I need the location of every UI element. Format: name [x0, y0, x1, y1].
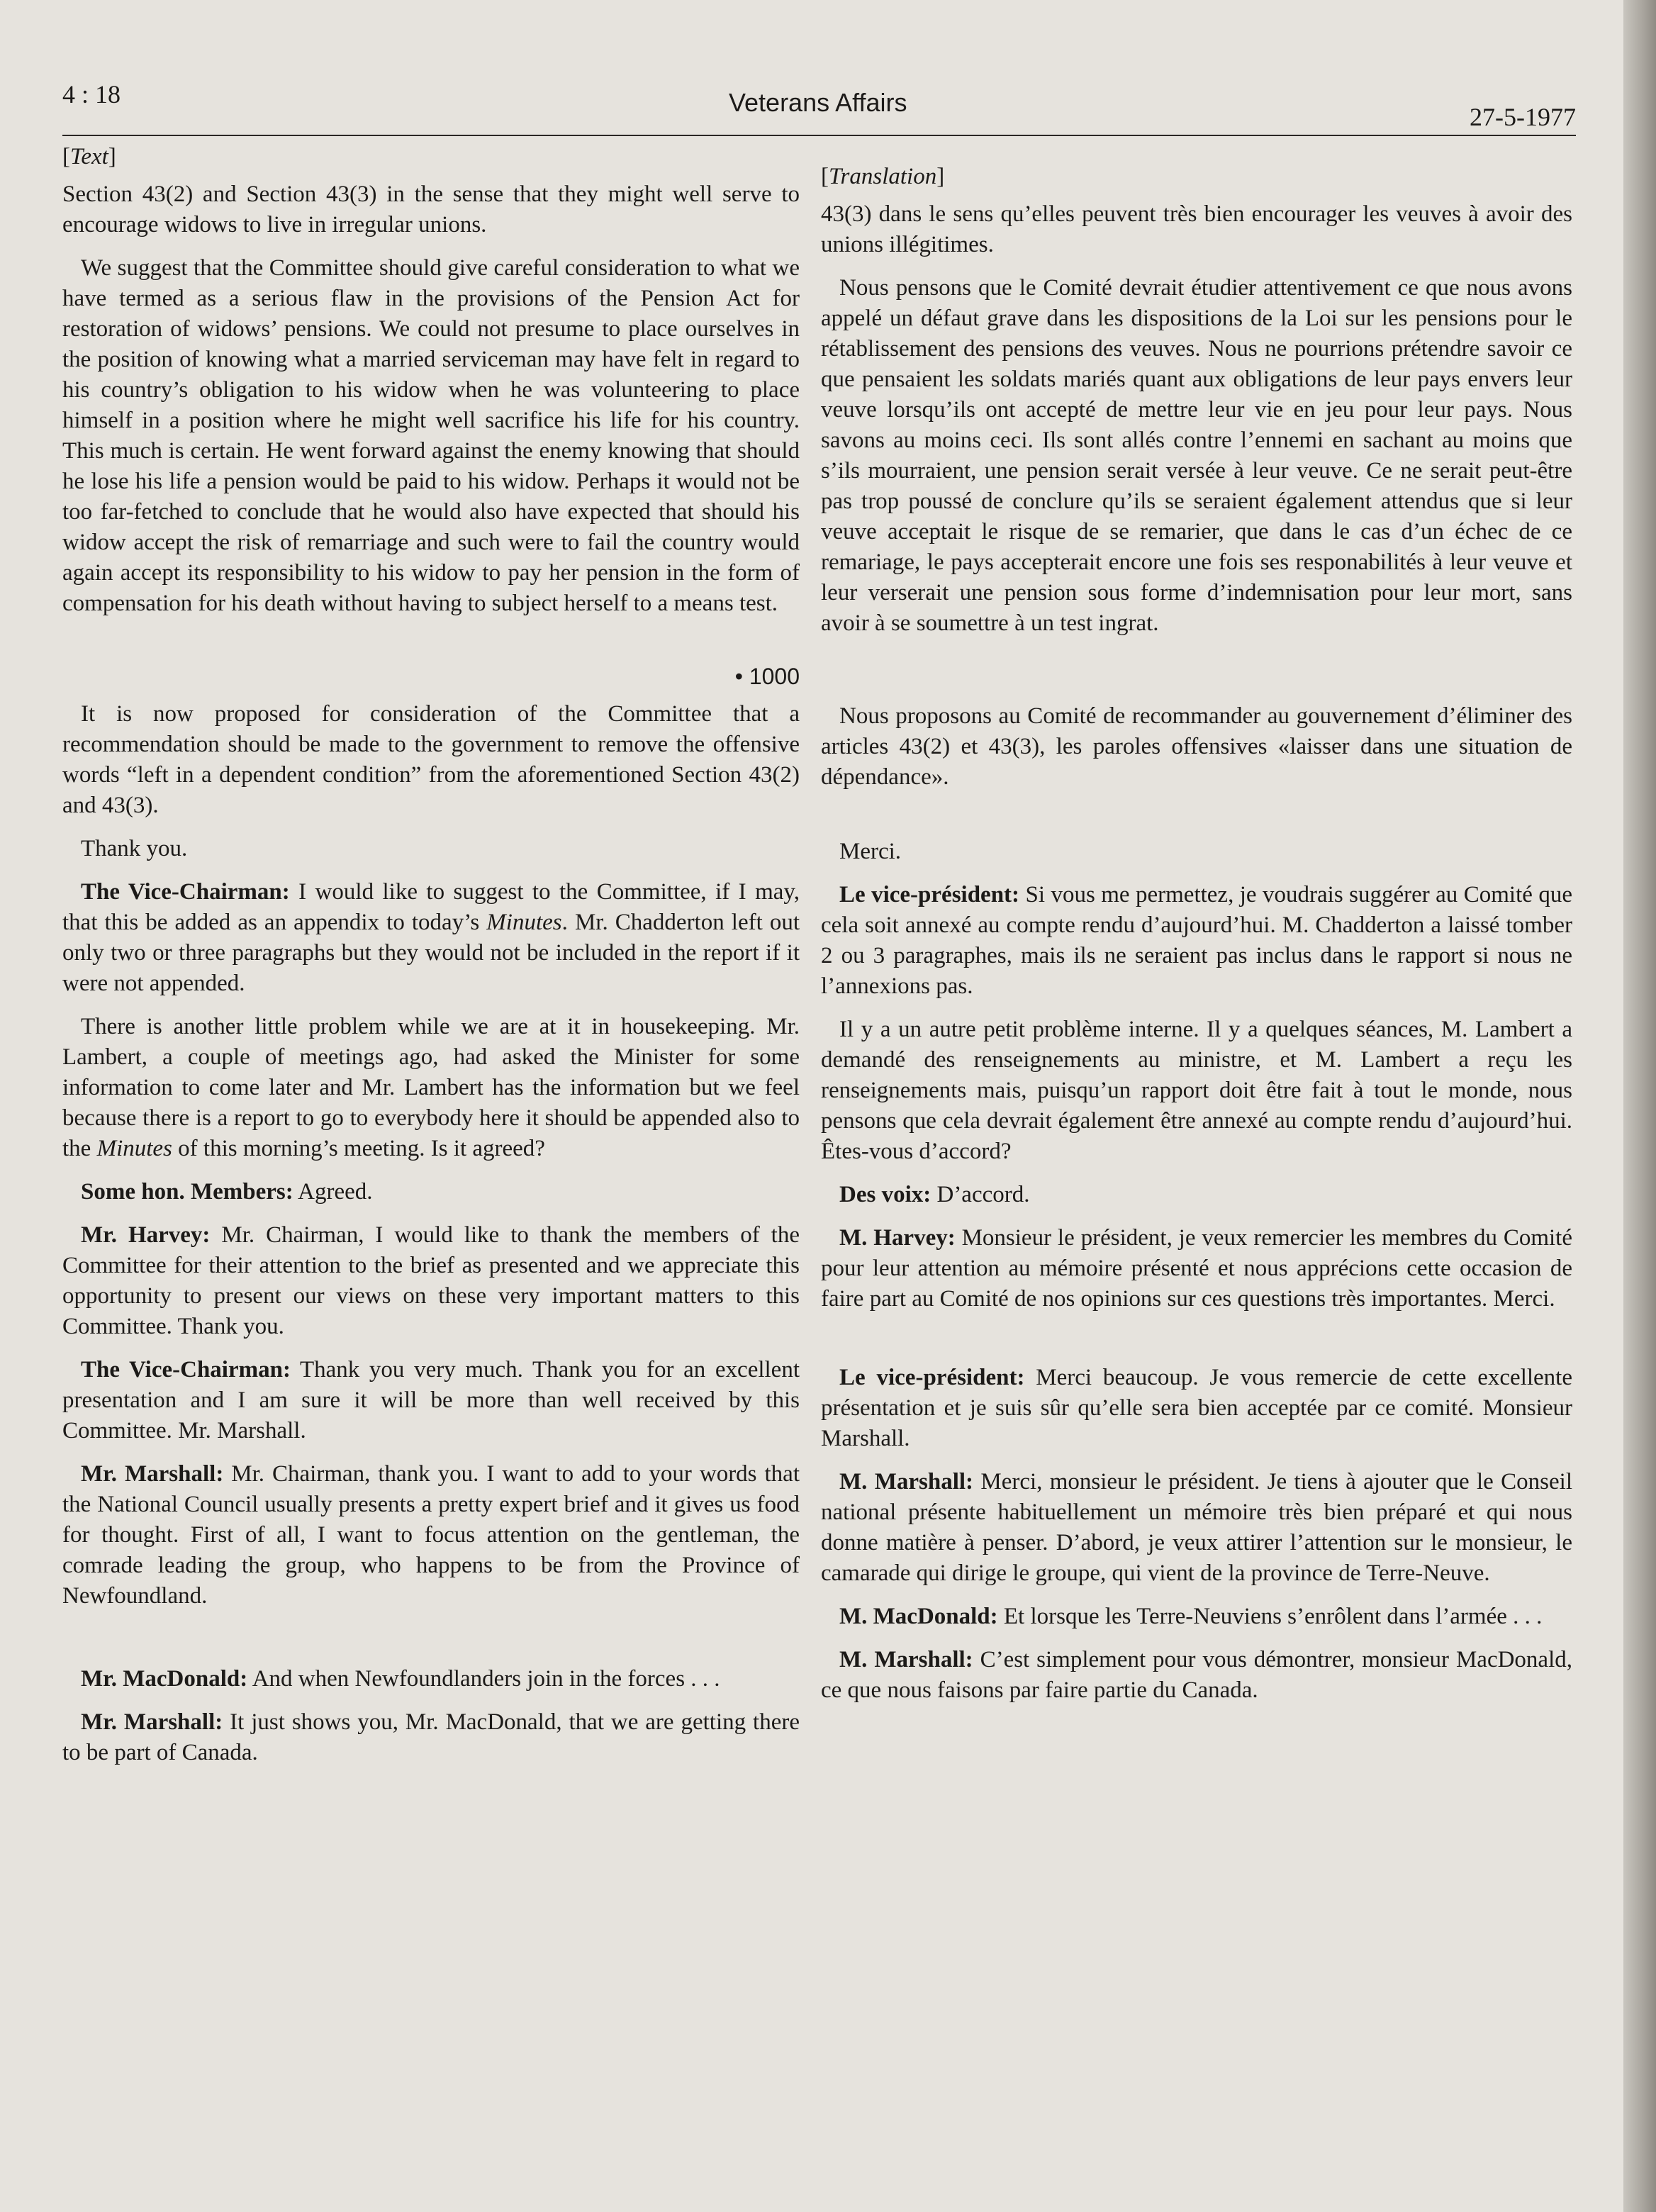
speaker-name: M. Harvey:: [839, 1225, 956, 1251]
speaker-paragraph: Some hon. Members: Agreed.: [81, 1179, 373, 1205]
speaker-name: M. MacDonald:: [839, 1604, 998, 1629]
paragraph: Section 43(2) and Section 43(3) in the sense that they might well serve to encourage widows to live in irregular unions.: [62, 181, 800, 238]
speaker-paragraph: M. MacDonald: Et lorsque les Terre-Neuviens s’enrôlent dans l’armée . . .: [839, 1604, 1543, 1629]
french-column: [821, 162, 1572, 1719]
speaker-name: Some hon. Members:: [81, 1179, 293, 1205]
english-column: [62, 142, 800, 1781]
page-number: 4 : 18: [62, 80, 121, 108]
speaker-name: Mr. Marshall:: [81, 1461, 224, 1487]
speaker-name: Le vice-président:: [839, 882, 1020, 907]
speaker-paragraph: Mr. MacDonald: And when Newfoundlanders join in the forces . . .: [81, 1666, 720, 1692]
speaker-paragraph: Mr. Marshall: Mr. Chairman, thank you. I want to add to your words that the National Council usually presents a pretty expert brief and it gives us food for thought. First of all, I want to focus attention on the gentleman, the comrade leading the group, who happens to be from the Province of Newfoundland.: [62, 1461, 800, 1609]
header-rule: [62, 135, 1576, 136]
speaker-name: Des voix:: [839, 1182, 931, 1207]
speaker-paragraph: The Vice-Chairman: Thank you very much. Thank you for an excellent presentation and I am sure it will be more than well received by this Committee. Mr. Marshall.: [62, 1357, 800, 1443]
running-title: Veterans Affairs: [729, 88, 907, 117]
paragraph: Thank you.: [81, 836, 188, 861]
speaker-paragraph: Des voix: D’accord.: [839, 1182, 1030, 1207]
paragraph: 43(3) dans le sens qu’elles peuvent très bien encourager les veuves à avoir des unions illégitimes.: [821, 201, 1572, 257]
time-marker: • 1000: [734, 664, 800, 689]
paragraph: Merci.: [839, 839, 902, 864]
speaker-name: The Vice-Chairman:: [81, 879, 290, 905]
paragraph: We suggest that the Committee should give careful consideration to what we have termed as a serious flaw in the provisions of the Pension Act for restoration of widows’ pensions. We could not presume to place ourselves in the position of knowing what a married serviceman may have felt in regard to his country’s obligation to his widow when he was volunteering to place himself in a position where he might well sacrifice his life for his country. This much is certain. He went forward against the enemy knowing that should he lose his life a pension would be paid to his widow. Perhaps it would not be too far-fetched to conclude that he would also have expected that should his widow accept the risk of remarriage and such were to fail the country would again accept its responsibility to his widow to pay her pension in the form of compensation for his death without having to subject herself to a means test.: [62, 255, 800, 616]
page-date: 27-5-1977: [1470, 103, 1576, 131]
speaker-name: Mr. Harvey:: [81, 1222, 211, 1248]
page-header: [62, 71, 1576, 135]
paragraph: It is now proposed for consideration of the Committee that a recommendation should be made to the government to remove the offensive words “left in a dependent condition” from the aforementioned Section 43(2) and 43(3).: [62, 701, 800, 818]
speaker-name: Le vice-président:: [839, 1365, 1025, 1390]
speaker-name: M. Marshall:: [839, 1647, 973, 1672]
speaker-paragraph: Le vice-président: Si vous me permettez, je voudrais suggérer au Comité que cela soit annexé au compte rendu d’aujourd’hui. M. Chadderton a laissé tomber 2 ou 3 paragraphes, mais ils ne seraient pas inclus dans le rapport si nous ne l’annexions pas.: [821, 882, 1572, 999]
speaker-paragraph: The Vice-Chairman: I would like to suggest to the Committee, if I may, that this be added as an appendix to today’s Minutes. Mr. Chadderton left out only two or three paragraphs but they would not be included in the report if it were not appended.: [62, 879, 800, 996]
speaker-paragraph: M. Marshall: Merci, monsieur le président. Je tiens à ajouter que le Conseil national présente habituellement un mémoire très bien préparé et qui nous donne matière à penser. D’abord, je veux attirer l’attention sur le monsieur, le camarade qui dirige le groupe, qui vient de la province de Terre-Neuve.: [821, 1469, 1572, 1586]
speaker-paragraph: Mr. Marshall: It just shows you, Mr. MacDonald, that we are getting there to be part of Canada.: [62, 1709, 800, 1765]
speaker-paragraph: Mr. Harvey: Mr. Chairman, I would like to thank the members of the Committee for their attention to the brief as presented and we appreciate this opportunity to present our views on these very important matters to this Committee. Thank you.: [62, 1222, 800, 1339]
paragraph: Nous pensons que le Comité devrait étudier attentivement ce que nous avons appelé un défaut grave dans les dispositions de la Loi sur les pensions pour le rétablissement des pensions des veuves. Nous ne pourrions prétendre savoir ce que pensaient les soldats mariés quant aux obligations de leur pays envers leur veuve lorsqu’ils ont accepté de mettre leur vie en jeu pour leur pays. Nous savons au moins ceci. Ils sont allés contre l’ennemi en sachant au moins que s’ils mourraient, une pension serait versée à leur veuve. Ce ne serait peut-être pas trop poussé de conclure qu’ils se seraient également attendus que si leur veuve acceptait le risque de se remarier, que dans le cas d’un échec de ce remariage, le pays accepterait encore une fois ses responabilités à leur veuve et leur verserait une pension sous forme d’indemnisation pour leur mort, sans avoir à se soumettre à un test ingrat.: [821, 275, 1572, 636]
speaker-name: Mr. MacDonald:: [81, 1666, 248, 1692]
speaker-name: The Vice-Chairman:: [81, 1357, 291, 1382]
translation-tag: [Translation]: [821, 164, 945, 189]
speaker-name: Mr. Marshall:: [81, 1709, 223, 1735]
speaker-paragraph: M. Harvey: Monsieur le président, je veux remercier les membres du Comité pour leur attention au mémoire présenté et nous apprécions cette occasion de faire part au Comité de nos opinions sur ces questions très importantes. Merci.: [821, 1225, 1572, 1312]
paragraph: Il y a un autre petit problème interne. Il y a quelques séances, M. Lambert a demandé des renseignements au ministre, et M. Lambert a reçu les renseignements mais, puisqu’un rapport doit être fait à tout le monde, nous pensons que cela devrait également être annexé au compte rendu d’aujourd’hui. Êtes-vous d’accord?: [821, 1017, 1572, 1164]
speaker-paragraph: M. Marshall: C’est simplement pour vous démontrer, monsieur MacDonald, ce que nous faisons par faire partie du Canada.: [821, 1647, 1572, 1703]
text-tag: [Text]: [62, 144, 116, 169]
page-edge: [1623, 0, 1656, 2212]
paragraph: Nous proposons au Comité de recommander au gouvernement d’éliminer des articles 43(2) et 43(3), les paroles offensives «laisser dans une situation de dépendance».: [821, 703, 1572, 790]
speaker-name: M. Marshall:: [839, 1469, 974, 1495]
paragraph: There is another little problem while we are at it in housekeeping. Mr. Lambert, a couple of meetings ago, had asked the Minister for some information to come later and Mr. Lambert has the information but we feel because there is a report to go to everybody here it should be appended also to the Minutes of this morning’s meeting. Is it agreed?: [62, 1014, 800, 1161]
speaker-paragraph: Le vice-président: Merci beaucoup. Je vous remercie de cette excellente présentation et je suis sûr qu’elle sera bien acceptée par ce comité. Monsieur Marshall.: [821, 1365, 1572, 1451]
